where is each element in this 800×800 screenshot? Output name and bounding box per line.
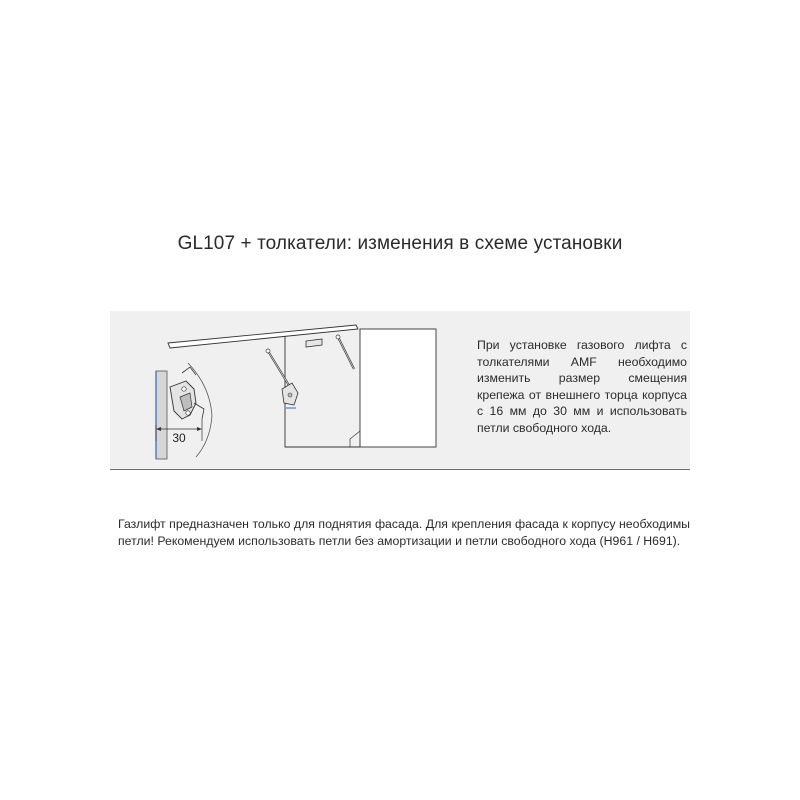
instruction-text: При установке газового лифта с толкателями AMF необходимо изменить размер смещения крепежа от внешнего торца корпуса с 16 мм до 30 мм и использовать петли свободного хода.: [477, 338, 687, 435]
cabinet-drawing: [168, 325, 436, 447]
lift-up-door: [168, 325, 358, 348]
cabinet-inner-corner: [350, 431, 360, 447]
page-title: GL107 + толкатели: изменения в схеме установки: [177, 233, 623, 254]
door-hinge-plate: [306, 339, 322, 347]
note-text: Газлифт предназначен только для поднятия фасада. Для крепления фасада к корпусу необходимы петли! Рекомендуем использовать петли без амортизации и петли свободного хода (H961 / H691).: [118, 517, 690, 548]
side-panel-section: [156, 371, 167, 459]
mounting-bracket-icon: [170, 367, 204, 419]
detail-inset: [156, 363, 212, 459]
dimension-arrow-right: [197, 427, 202, 431]
cabinet-box: [360, 329, 436, 447]
panel-divider: [110, 469, 690, 470]
dimension-label: 30: [172, 431, 186, 445]
gas-lift-icon: [266, 335, 354, 408]
installation-diagram: [110, 311, 460, 469]
